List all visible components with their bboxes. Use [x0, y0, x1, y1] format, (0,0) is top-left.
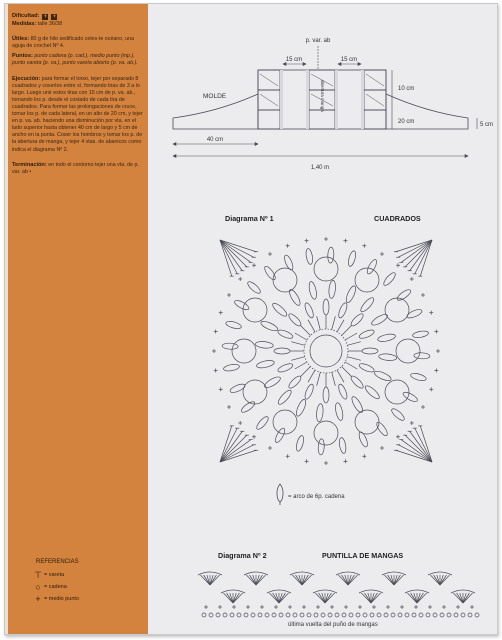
terminacion-text: en todo el contorno tejer una vta. de p. var. ab • — [12, 161, 139, 175]
utiles-para — [12, 36, 144, 50]
utiles-text: 80 g de hilo sedificado celes-te océano, una aguja de crochet Nº 4. — [12, 36, 134, 50]
left-dimension: 40 cm — [206, 137, 224, 143]
cadena-symbol-icon: ○ — [35, 581, 41, 592]
references-legend — [32, 559, 142, 605]
medidas-label: Medidas: — [12, 21, 37, 28]
sidebar-edge — [5, 4, 8, 634]
utiles-label: Útiles: — [12, 36, 30, 43]
reference-label: = medio punto — [44, 596, 80, 602]
sleeve-edging-diagram — [198, 561, 488, 626]
p-var-ab-label: p. var. ab — [305, 38, 331, 44]
difficulty-mark: + — [43, 13, 48, 20]
reference-medio-punto — [32, 593, 142, 605]
vareta-symbol-icon: ⊤ — [34, 569, 42, 580]
diagram-1-legend: = arco de 6p. cadena — [288, 494, 345, 500]
difficulty-row — [12, 13, 144, 20]
ejecucion-label: Ejecución: — [12, 75, 41, 82]
tip-dimension: 5 cm — [480, 122, 494, 128]
reference-label: = vareta — [44, 572, 65, 578]
diagram-2-caption: última vuelta del puño de mangas — [288, 622, 378, 628]
reference-label: = cadena — [44, 584, 67, 590]
arc-symbol-icon — [274, 482, 286, 506]
terminacion-para — [12, 162, 144, 176]
references-title: REFERENCIAS — [36, 559, 79, 565]
instructions-sidebar — [5, 4, 148, 634]
medidas-text: talle 36/38 — [37, 21, 63, 28]
top-left-dimension: 15 cm — [285, 57, 303, 63]
ejecucion-para — [12, 76, 144, 154]
medidas-para — [12, 21, 144, 28]
dificultad-label: Dificultad: — [12, 13, 40, 19]
abertura-manga-label: abertura manga — [320, 80, 325, 112]
medio-punto-symbol-icon: + — [35, 593, 41, 604]
right-bottom-dimension: 20 cm — [398, 119, 415, 125]
terminacion-label: Terminación: — [12, 161, 47, 168]
top-right-dimension: 15 cm — [340, 57, 358, 63]
diagram-2-subtitle: PUNTILLA DE MANGAS — [322, 551, 404, 560]
diagram-1-subtitle: CUADRADOS — [374, 214, 421, 223]
puntos-label: Puntos: — [12, 53, 33, 60]
difficulty-mark: + — [52, 13, 57, 20]
reference-vareta — [32, 569, 142, 581]
diagram-area — [148, 4, 497, 634]
puntos-para — [12, 53, 144, 67]
ejecucion-text: para formar el torso, tejer por separado 8 cuadrados y coserlos entre sí, formando tiras de 3 a lo largo. Luego unir estos tiras con 15 cm de p. va. ab., tomando los p. desde el costado de cada tira de cuadrados. Para formar las prolongaciones de cruce, tomar los p. de cada lateral, en un alto de 20 cm, y tejer en p. va. ab. haciendo una disminución por vta. en el lado superior hasta obtener 40 cm de largo y 5 cm de ancho en la punta. Coser los hombros y tomar los p. de la abertura de manga, y tejer 4 vtas. de abanicos como indica el diagrama Nº 2. — [12, 75, 143, 153]
diagram-1-title: Diagrama Nº 1 — [225, 214, 274, 223]
total-dimension: 1,40 m — [310, 165, 330, 171]
magazine-page — [4, 3, 498, 635]
reference-cadena — [32, 581, 142, 593]
molde-schematic — [148, 4, 497, 179]
molde-label: MOLDE — [203, 93, 227, 100]
puntos-text: punto cadena (p. cad.), medio punto (mp.), punto vareta (p. va.), punto vareta abierto (p. va. ab.). — [12, 53, 138, 67]
crochet-square-diagram — [206, 226, 446, 476]
right-top-dimension: 10 cm — [398, 86, 415, 92]
instructions-text — [12, 13, 144, 179]
diagram-2-title: Diagrama Nº 2 — [218, 551, 267, 560]
